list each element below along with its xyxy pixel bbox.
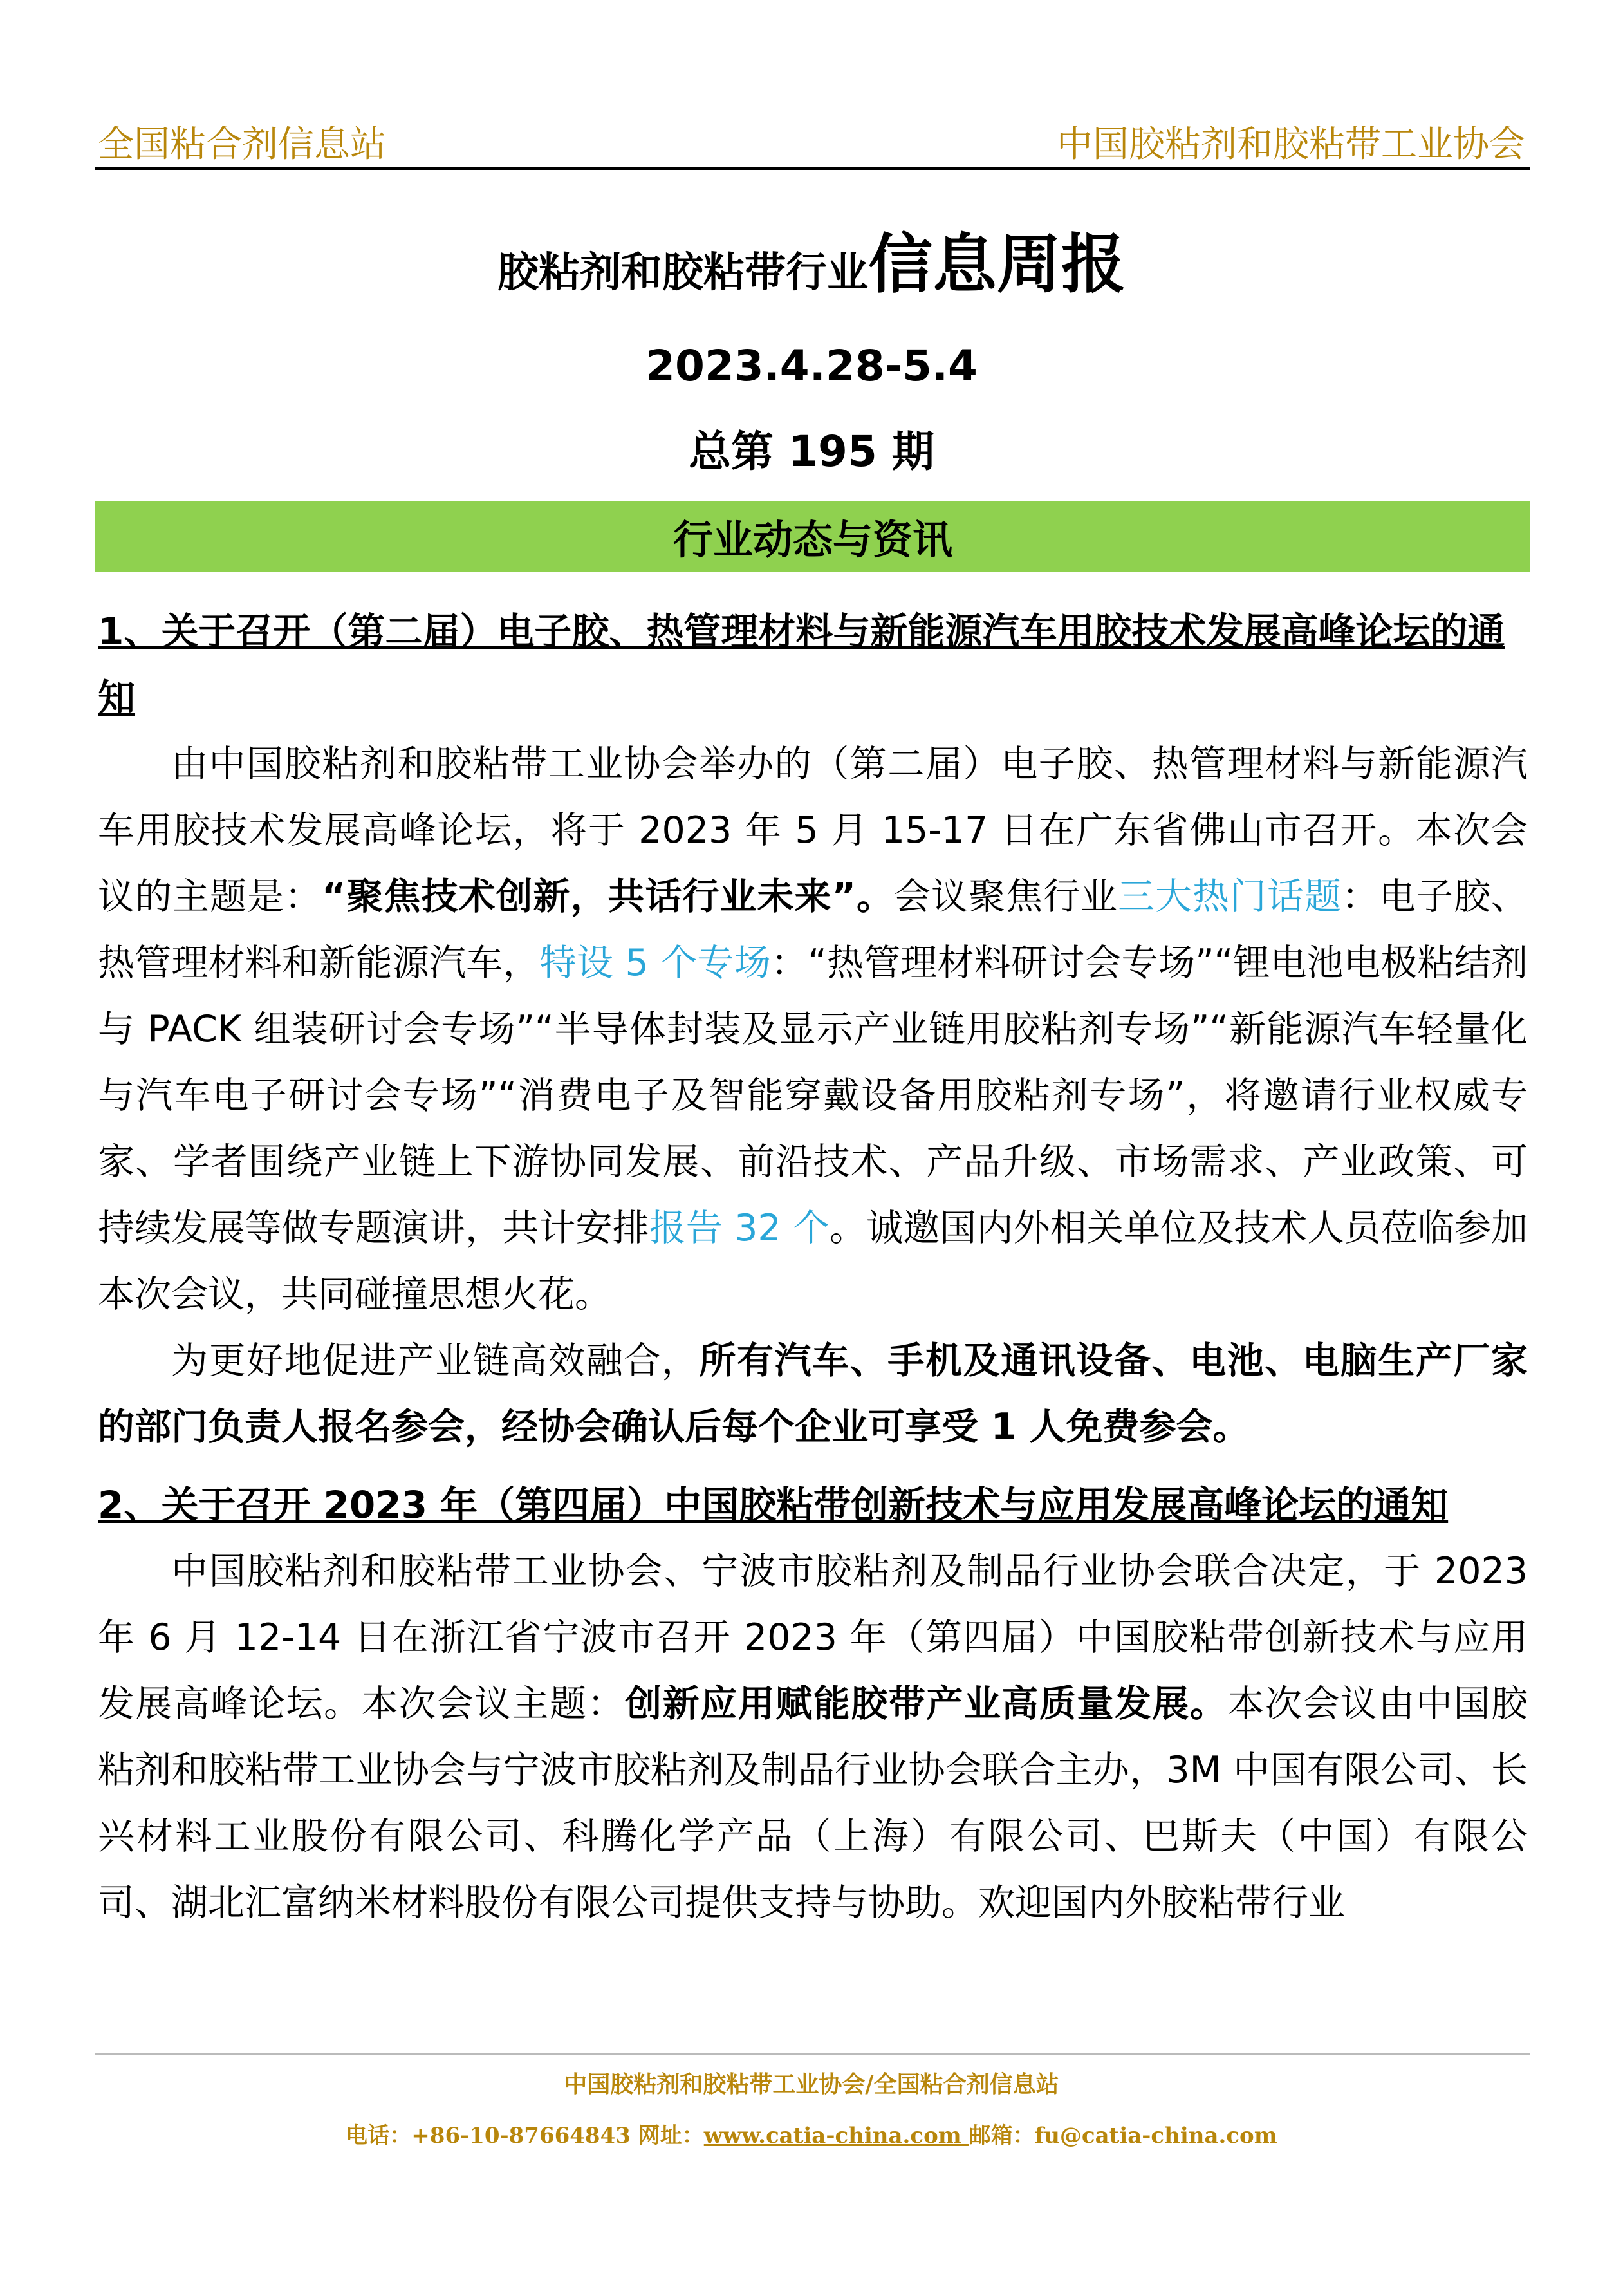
footer-phone: 电话：+86-10-87664843 网址： — [346, 2123, 704, 2149]
footer-divider — [95, 2053, 1530, 2055]
issue-number: 总第 195 期 — [689, 427, 934, 476]
page-title — [0, 212, 1623, 305]
text-run: 中国胶粘剂和胶粘带工业协会、宁波市胶粘剂及制品行业协会联合决定，于 2023 年 6 月 12-14 日在浙江省宁波市召开 2023 年（第四届）中国胶粘带创新技术与应用发展高峰论坛。本次会议主题： — [98, 1550, 1528, 1725]
article-1-heading[interactable]: 1、关于召开（第二届）电子胶、热管理材料与新能源汽车用胶技术发展高峰论坛的通知 — [98, 610, 1505, 720]
section-title: 行业动态与资讯 — [672, 516, 952, 563]
text-run: 为更好地促进产业链高效融合， — [171, 1339, 700, 1382]
article-list — [98, 599, 1528, 1936]
article-2-heading[interactable]: 2、关于召开 2023 年（第四届）中国胶粘带创新技术与应用发展高峰论坛的通知 — [98, 1483, 1449, 1527]
emphasis: 所有汽车、手机及通讯设备、电池、电脑生产厂家的部门负责人报名参会，经协会确认后每个企业可享受 1 人免费参会。 — [98, 1339, 1528, 1448]
highlight-topics: 三大热门话题 — [1117, 875, 1342, 918]
footer-email: 邮箱：fu@catia-china.com — [969, 2123, 1277, 2149]
article-1-paragraph-2 — [98, 1328, 1528, 1461]
issue-date: 2023.4.28-5.4 — [645, 341, 978, 391]
text-run: ：电子胶、热管理材料和新能源汽车， — [98, 875, 1528, 984]
text-run: 会议聚焦行业 — [893, 875, 1118, 918]
header-site-name: 全国粘合剂信息站 — [98, 124, 386, 165]
emphasis: “聚焦技术创新，共话行业未来”。 — [322, 875, 894, 918]
header-divider — [95, 167, 1530, 170]
text-run: 。诚邀国内外相关单位及技术人员莅临参加本次会议，共同碰撞思想火花。 — [98, 1207, 1528, 1316]
footer-contact — [0, 2118, 1623, 2149]
emphasis: 创新应用赋能胶带产业高质量发展。 — [625, 1683, 1228, 1725]
title-main: 信息周报 — [868, 227, 1126, 302]
highlight-reports: 报告 32 个 — [649, 1207, 830, 1249]
title-prefix: 胶粘剂和胶粘带行业 — [497, 249, 868, 297]
footer-website-link[interactable]: www.catia-china.com — [703, 2123, 969, 2149]
footer-organization: 中国胶粘剂和胶粘带工业协会/全国粘合剂信息站 — [564, 2071, 1059, 2098]
text-run: 由中国胶粘剂和胶粘带工业协会举办的（第二届）电子胶、热管理材料与新能源汽车用胶技术发展高峰论坛，将于 2023 年 5 月 15-17 日在广东省佛山市召开。本次会议的主题是： — [98, 743, 1528, 918]
section-header — [95, 501, 1530, 572]
text-run: ：“热管理材料研讨会专场”“锂电池电极粘结剂与 PACK 组装研讨会专场”“半导体封装及显示产业链用胶粘剂专场”“新能源汽车轻量化与汽车电子研讨会专场”“消费电子及智能穿戴设备用胶粘剂专场”，将邀请行业权威专家、学者围绕产业链上下游协同发展、前沿技术、产品升级、市场需求、产业政策、可持续发展等做专题演讲，共计安排 — [98, 942, 1528, 1249]
article-2-paragraph-1 — [98, 1538, 1528, 1936]
text-run: 本次会议由中国胶粘剂和胶粘带工业协会与宁波市胶粘剂及制品行业协会联合主办，3M 中国有限公司、长兴材料工业股份有限公司、科腾化学产品（上海）有限公司、巴斯夫（中国）有限公司、湖北汇富纳米材料股份有限公司提供支持与协助。欢迎国内外胶粘带行业 — [98, 1683, 1528, 1924]
highlight-sessions: 特设 5 个专场 — [539, 942, 771, 984]
article-1-paragraph-1 — [98, 731, 1528, 1328]
header-association-name: 中国胶粘剂和胶粘带工业协会 — [1057, 124, 1525, 165]
